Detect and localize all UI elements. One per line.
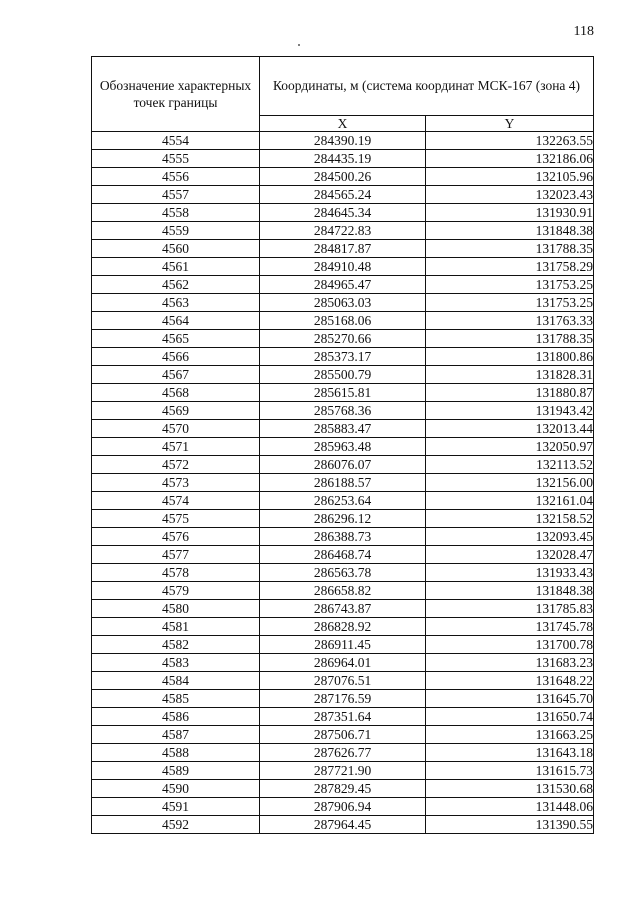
x-coordinate-cell: 287506.71 bbox=[260, 726, 426, 744]
y-coordinate-cell: 131943.42 bbox=[426, 402, 594, 420]
y-coordinate-cell: 132113.52 bbox=[426, 456, 594, 474]
x-coordinate-cell: 287351.64 bbox=[260, 708, 426, 726]
y-coordinate-cell: 131650.74 bbox=[426, 708, 594, 726]
y-coordinate-cell: 131683.23 bbox=[426, 654, 594, 672]
y-coordinate-cell: 131645.70 bbox=[426, 690, 594, 708]
table-row bbox=[92, 276, 594, 294]
x-coordinate-cell: 286388.73 bbox=[260, 528, 426, 546]
table-row bbox=[92, 546, 594, 564]
coordinates-group-header: Координаты, м (система координат МСК-167 (зона 4) bbox=[260, 57, 594, 116]
y-coordinate-cell: 131448.06 bbox=[426, 798, 594, 816]
table-row bbox=[92, 150, 594, 168]
table-row bbox=[92, 330, 594, 348]
page-number: 118 bbox=[573, 24, 594, 39]
y-coordinate-cell: 131788.35 bbox=[426, 240, 594, 258]
table-row bbox=[92, 456, 594, 474]
x-coordinate-cell: 285768.36 bbox=[260, 402, 426, 420]
x-coordinate-cell: 285883.47 bbox=[260, 420, 426, 438]
table-row bbox=[92, 600, 594, 618]
point-number-cell: 4590 bbox=[92, 780, 260, 798]
y-coordinate-cell: 131788.35 bbox=[426, 330, 594, 348]
x-coordinate-cell: 284722.83 bbox=[260, 222, 426, 240]
table-row bbox=[92, 348, 594, 366]
x-coordinate-cell: 284435.19 bbox=[260, 150, 426, 168]
y-coordinate-cell: 131753.25 bbox=[426, 276, 594, 294]
x-coordinate-cell: 284910.48 bbox=[260, 258, 426, 276]
x-coordinate-cell: 287176.59 bbox=[260, 690, 426, 708]
point-number-cell: 4575 bbox=[92, 510, 260, 528]
y-coordinate-cell: 131800.86 bbox=[426, 348, 594, 366]
y-coordinate-cell: 131763.33 bbox=[426, 312, 594, 330]
point-number-cell: 4555 bbox=[92, 150, 260, 168]
table-row bbox=[92, 204, 594, 222]
x-coordinate-cell: 287721.90 bbox=[260, 762, 426, 780]
x-coordinate-cell: 284565.24 bbox=[260, 186, 426, 204]
point-number-cell: 4584 bbox=[92, 672, 260, 690]
x-coordinate-cell: 286828.92 bbox=[260, 618, 426, 636]
x-coordinate-cell: 287829.45 bbox=[260, 780, 426, 798]
x-coordinate-cell: 286076.07 bbox=[260, 456, 426, 474]
point-number-cell: 4580 bbox=[92, 600, 260, 618]
point-number-cell: 4591 bbox=[92, 798, 260, 816]
point-designation-header: Обозначение характерных точек границы bbox=[92, 57, 260, 132]
point-number-cell: 4572 bbox=[92, 456, 260, 474]
y-coordinate-cell: 131930.91 bbox=[426, 204, 594, 222]
table-row bbox=[92, 402, 594, 420]
y-coordinate-cell: 132158.52 bbox=[426, 510, 594, 528]
point-number-cell: 4565 bbox=[92, 330, 260, 348]
x-coordinate-cell: 286743.87 bbox=[260, 600, 426, 618]
table-row bbox=[92, 726, 594, 744]
scan-artifact-dot bbox=[298, 44, 300, 46]
y-coordinate-cell: 131848.38 bbox=[426, 222, 594, 240]
y-coordinate-cell: 132028.47 bbox=[426, 546, 594, 564]
table-row bbox=[92, 258, 594, 276]
y-column-header: Y bbox=[426, 115, 594, 131]
point-number-cell: 4563 bbox=[92, 294, 260, 312]
point-number-cell: 4571 bbox=[92, 438, 260, 456]
y-coordinate-cell: 132105.96 bbox=[426, 168, 594, 186]
y-coordinate-cell: 131933.43 bbox=[426, 564, 594, 582]
table-row bbox=[92, 636, 594, 654]
y-coordinate-cell: 131648.22 bbox=[426, 672, 594, 690]
y-coordinate-cell: 131643.18 bbox=[426, 744, 594, 762]
x-coordinate-cell: 287626.77 bbox=[260, 744, 426, 762]
x-coordinate-cell: 286964.01 bbox=[260, 654, 426, 672]
x-coordinate-cell: 287076.51 bbox=[260, 672, 426, 690]
y-coordinate-cell: 132023.43 bbox=[426, 186, 594, 204]
table-row bbox=[92, 492, 594, 510]
x-coordinate-cell: 284390.19 bbox=[260, 132, 426, 150]
table-row bbox=[92, 186, 594, 204]
x-coordinate-cell: 285063.03 bbox=[260, 294, 426, 312]
y-coordinate-cell: 131785.83 bbox=[426, 600, 594, 618]
x-coordinate-cell: 285500.79 bbox=[260, 366, 426, 384]
x-coordinate-cell: 286296.12 bbox=[260, 510, 426, 528]
table-row bbox=[92, 708, 594, 726]
y-coordinate-cell: 131530.68 bbox=[426, 780, 594, 798]
table-row bbox=[92, 798, 594, 816]
x-coordinate-cell: 287906.94 bbox=[260, 798, 426, 816]
point-number-cell: 4582 bbox=[92, 636, 260, 654]
point-number-cell: 4574 bbox=[92, 492, 260, 510]
point-number-cell: 4579 bbox=[92, 582, 260, 600]
y-coordinate-cell: 131745.78 bbox=[426, 618, 594, 636]
x-coordinate-cell: 286911.45 bbox=[260, 636, 426, 654]
x-coordinate-cell: 286468.74 bbox=[260, 546, 426, 564]
y-coordinate-cell: 131390.55 bbox=[426, 816, 594, 834]
table-row bbox=[92, 294, 594, 312]
table-row bbox=[92, 528, 594, 546]
y-coordinate-cell: 131615.73 bbox=[426, 762, 594, 780]
y-coordinate-cell: 132263.55 bbox=[426, 132, 594, 150]
point-number-cell: 4557 bbox=[92, 186, 260, 204]
point-number-cell: 4559 bbox=[92, 222, 260, 240]
point-number-cell: 4554 bbox=[92, 132, 260, 150]
point-number-cell: 4564 bbox=[92, 312, 260, 330]
point-number-cell: 4558 bbox=[92, 204, 260, 222]
point-number-cell: 4561 bbox=[92, 258, 260, 276]
table-row bbox=[92, 762, 594, 780]
point-number-cell: 4585 bbox=[92, 690, 260, 708]
point-number-cell: 4576 bbox=[92, 528, 260, 546]
table-row bbox=[92, 312, 594, 330]
table-body bbox=[92, 132, 594, 834]
y-coordinate-cell: 131828.31 bbox=[426, 366, 594, 384]
y-coordinate-cell: 132156.00 bbox=[426, 474, 594, 492]
point-number-cell: 4566 bbox=[92, 348, 260, 366]
table-row bbox=[92, 672, 594, 690]
point-number-cell: 4587 bbox=[92, 726, 260, 744]
point-number-cell: 4592 bbox=[92, 816, 260, 834]
point-number-cell: 4568 bbox=[92, 384, 260, 402]
point-number-cell: 4560 bbox=[92, 240, 260, 258]
table-row bbox=[92, 744, 594, 762]
table-row bbox=[92, 438, 594, 456]
x-coordinate-cell: 284817.87 bbox=[260, 240, 426, 258]
table-row bbox=[92, 564, 594, 582]
point-number-cell: 4570 bbox=[92, 420, 260, 438]
x-coordinate-cell: 284500.26 bbox=[260, 168, 426, 186]
point-number-cell: 4586 bbox=[92, 708, 260, 726]
table-row bbox=[92, 582, 594, 600]
table-row bbox=[92, 510, 594, 528]
table-row bbox=[92, 690, 594, 708]
y-coordinate-cell: 132186.06 bbox=[426, 150, 594, 168]
point-number-cell: 4567 bbox=[92, 366, 260, 384]
point-number-cell: 4581 bbox=[92, 618, 260, 636]
point-number-cell: 4569 bbox=[92, 402, 260, 420]
x-coordinate-cell: 286188.57 bbox=[260, 474, 426, 492]
x-coordinate-cell: 286658.82 bbox=[260, 582, 426, 600]
table-row bbox=[92, 780, 594, 798]
x-coordinate-cell: 285270.66 bbox=[260, 330, 426, 348]
x-column-header: X bbox=[260, 115, 426, 131]
coordinates-table bbox=[91, 56, 594, 834]
x-coordinate-cell: 285963.48 bbox=[260, 438, 426, 456]
y-coordinate-cell: 131848.38 bbox=[426, 582, 594, 600]
x-coordinate-cell: 284965.47 bbox=[260, 276, 426, 294]
point-number-cell: 4562 bbox=[92, 276, 260, 294]
table-row bbox=[92, 240, 594, 258]
point-number-cell: 4578 bbox=[92, 564, 260, 582]
y-coordinate-cell: 131753.25 bbox=[426, 294, 594, 312]
table-row bbox=[92, 618, 594, 636]
y-coordinate-cell: 131758.29 bbox=[426, 258, 594, 276]
x-coordinate-cell: 286253.64 bbox=[260, 492, 426, 510]
x-coordinate-cell: 285373.17 bbox=[260, 348, 426, 366]
y-coordinate-cell: 132013.44 bbox=[426, 420, 594, 438]
x-coordinate-cell: 287964.45 bbox=[260, 816, 426, 834]
y-coordinate-cell: 131663.25 bbox=[426, 726, 594, 744]
x-coordinate-cell: 285615.81 bbox=[260, 384, 426, 402]
point-number-cell: 4573 bbox=[92, 474, 260, 492]
point-number-cell: 4589 bbox=[92, 762, 260, 780]
y-coordinate-cell: 132050.97 bbox=[426, 438, 594, 456]
table-row bbox=[92, 366, 594, 384]
x-coordinate-cell: 284645.34 bbox=[260, 204, 426, 222]
point-number-cell: 4588 bbox=[92, 744, 260, 762]
x-coordinate-cell: 286563.78 bbox=[260, 564, 426, 582]
table-row bbox=[92, 654, 594, 672]
table-row bbox=[92, 384, 594, 402]
table-row bbox=[92, 816, 594, 834]
point-number-cell: 4577 bbox=[92, 546, 260, 564]
y-coordinate-cell: 131880.87 bbox=[426, 384, 594, 402]
y-coordinate-cell: 131700.78 bbox=[426, 636, 594, 654]
table-row bbox=[92, 222, 594, 240]
table-row bbox=[92, 168, 594, 186]
y-coordinate-cell: 132161.04 bbox=[426, 492, 594, 510]
y-coordinate-cell: 132093.45 bbox=[426, 528, 594, 546]
table-row bbox=[92, 474, 594, 492]
point-number-cell: 4583 bbox=[92, 654, 260, 672]
table-row bbox=[92, 420, 594, 438]
point-number-cell: 4556 bbox=[92, 168, 260, 186]
table-row bbox=[92, 132, 594, 150]
x-coordinate-cell: 285168.06 bbox=[260, 312, 426, 330]
